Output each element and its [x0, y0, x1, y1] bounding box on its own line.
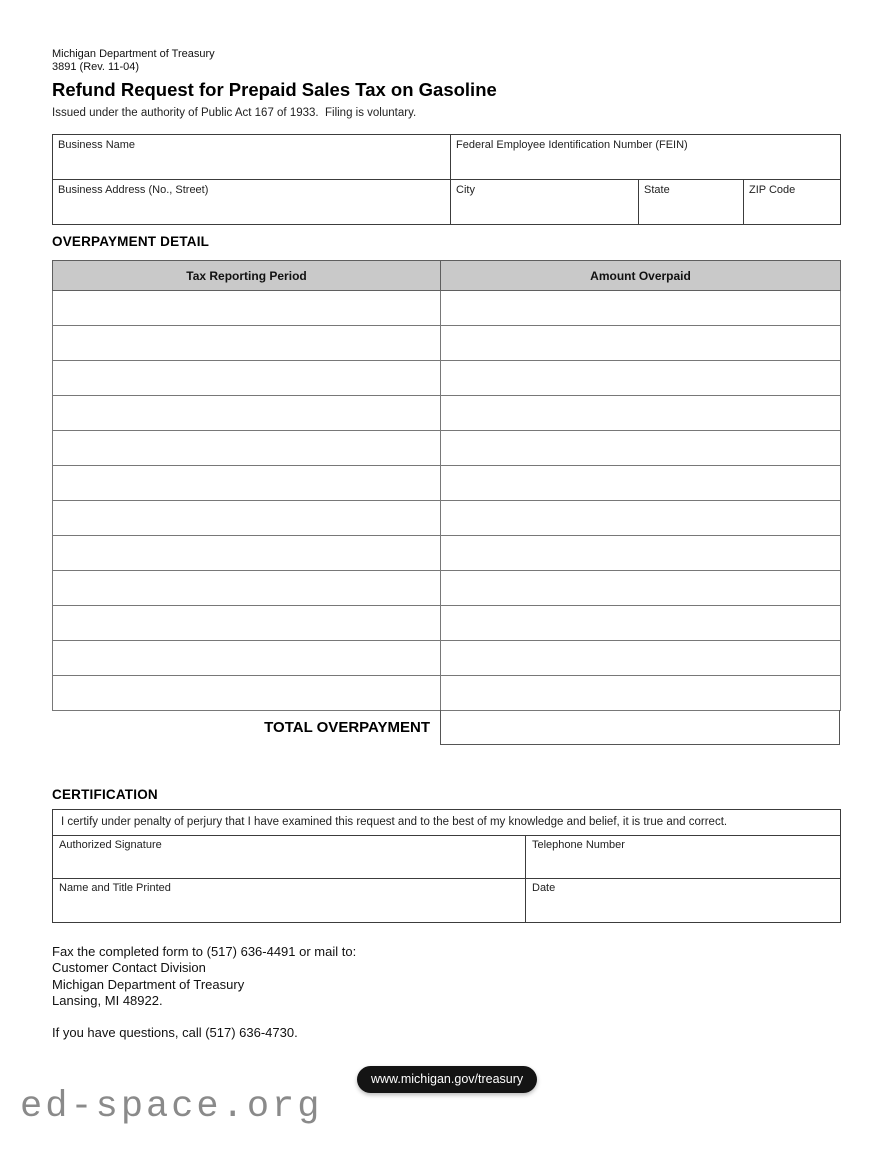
date-field[interactable] [526, 879, 841, 923]
overpayment-row [53, 431, 841, 466]
amount-overpaid-cell[interactable] [441, 641, 841, 676]
amount-overpaid-cell[interactable] [441, 396, 841, 431]
authorized-signature-field[interactable] [53, 836, 526, 879]
business-address-field[interactable] [53, 180, 451, 225]
tax-reporting-period-cell[interactable] [53, 641, 441, 676]
date-label: Date [532, 882, 556, 894]
tax-reporting-period-cell[interactable] [53, 466, 441, 501]
amount-overpaid-cell[interactable] [441, 536, 841, 571]
business-name-field[interactable] [53, 135, 451, 180]
amount-overpaid-cell[interactable] [441, 571, 841, 606]
amount-overpaid-column-header: Amount Overpaid [441, 261, 841, 291]
tax-reporting-period-cell[interactable] [53, 326, 441, 361]
overpayment-row [53, 466, 841, 501]
tax-reporting-period-cell[interactable] [53, 536, 441, 571]
amount-overpaid-cell[interactable] [441, 361, 841, 396]
overpayment-row [53, 571, 841, 606]
total-overpayment-label: TOTAL OVERPAYMENT [264, 719, 430, 736]
tax-reporting-period-cell[interactable] [53, 676, 441, 711]
amount-overpaid-cell[interactable] [441, 291, 841, 326]
mail-line-2: Michigan Department of Treasury [52, 976, 245, 992]
name-title-label: Name and Title Printed [59, 882, 171, 894]
questions-line: If you have questions, call (517) 636-4730. [52, 1025, 298, 1041]
amount-overpaid-cell[interactable] [441, 606, 841, 641]
telephone-number-field[interactable] [526, 836, 841, 879]
form-authority-note: Issued under the authority of Public Act 167 of 1933. Filing is voluntary. [52, 107, 417, 119]
business-info-row-2 [53, 180, 841, 225]
tax-reporting-period-cell[interactable] [53, 396, 441, 431]
overpayment-row [53, 326, 841, 361]
fein-label: Federal Employee Identification Number (FEIN) [456, 139, 688, 151]
mail-line-3: Lansing, MI 48922. [52, 992, 163, 1008]
certification-name-row [53, 879, 841, 923]
tax-reporting-period-cell[interactable] [53, 571, 441, 606]
form-number: 3891 (Rev. 11-04) [52, 61, 140, 73]
fein-field[interactable] [451, 135, 841, 180]
amount-overpaid-cell[interactable] [441, 326, 841, 361]
telephone-number-label: Telephone Number [532, 839, 625, 851]
mail-line-1: Customer Contact Division [52, 960, 206, 976]
state-label: State [644, 184, 670, 196]
certification-section-title: CERTIFICATION [52, 787, 158, 802]
overpayment-header-row [53, 261, 841, 291]
overpayment-section-title: OVERPAYMENT DETAIL [52, 234, 210, 249]
footer-instructions [52, 944, 356, 1041]
footer-spacer [52, 1009, 356, 1025]
overpayment-row [53, 676, 841, 711]
treasury-website-link[interactable]: www.michigan.gov/treasury [357, 1066, 537, 1093]
name-title-field[interactable] [53, 879, 526, 923]
overpayment-table [52, 260, 841, 711]
tax-period-column-header: Tax Reporting Period [53, 261, 441, 291]
overpayment-row [53, 291, 841, 326]
business-info-row-1 [53, 135, 841, 180]
zip-field[interactable] [744, 180, 841, 225]
total-overpayment-field[interactable] [440, 710, 840, 745]
certification-statement: I certify under penalty of perjury that I have examined this request and to the best of my knowledge and belief, it is true and correct. [53, 810, 841, 836]
amount-overpaid-cell[interactable] [441, 501, 841, 536]
business-name-label: Business Name [58, 139, 136, 151]
overpayment-row [53, 361, 841, 396]
tax-reporting-period-cell[interactable] [53, 501, 441, 536]
overpayment-row [53, 536, 841, 571]
certification-signature-row [53, 836, 841, 879]
business-address-label: Business Address (No., Street) [58, 184, 209, 196]
state-field[interactable] [639, 180, 744, 225]
business-info-table [52, 134, 841, 225]
total-overpayment-row [52, 710, 840, 745]
tax-reporting-period-cell[interactable] [53, 291, 441, 326]
fax-instruction-line: Fax the completed form to (517) 636-4491 or mail to: [52, 944, 357, 959]
amount-overpaid-cell[interactable] [441, 466, 841, 501]
zip-label: ZIP Code [749, 184, 796, 196]
certification-table [52, 809, 841, 923]
tax-reporting-period-cell[interactable] [53, 361, 441, 396]
certification-statement-row [53, 810, 841, 836]
amount-overpaid-cell[interactable] [441, 676, 841, 711]
authorized-signature-label: Authorized Signature [59, 839, 162, 851]
form-title: Refund Request for Prepaid Sales Tax on Gasoline [52, 79, 497, 100]
overpayment-row [53, 641, 841, 676]
city-field[interactable] [451, 180, 639, 225]
tax-reporting-period-cell[interactable] [53, 606, 441, 641]
overpayment-row [53, 396, 841, 431]
tax-reporting-period-cell[interactable] [53, 431, 441, 466]
city-label: City [456, 184, 475, 196]
agency-block [52, 48, 215, 74]
overpayment-row [53, 501, 841, 536]
agency-name: Michigan Department of Treasury [52, 48, 215, 60]
watermark-text: ed-space.org [20, 1086, 323, 1128]
overpayment-row [53, 606, 841, 641]
amount-overpaid-cell[interactable] [441, 431, 841, 466]
